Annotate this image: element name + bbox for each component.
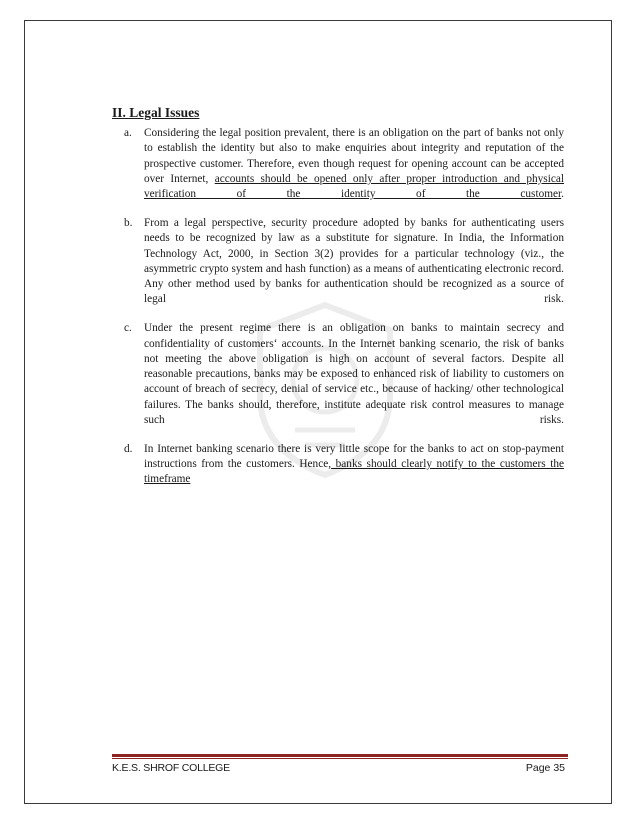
list-item-d xyxy=(124,442,564,488)
footer-rule xyxy=(112,754,568,757)
item-text: In Internet banking scenario there is very little scope for the banks to act on stop-payment instructions from the customers. Hence, xyxy=(144,442,564,471)
list-item-a xyxy=(124,126,564,202)
legal-issues-list xyxy=(124,126,564,501)
list-marker: b. xyxy=(124,216,133,229)
footer-college-name: K.E.S. SHROF COLLEGE xyxy=(112,762,230,774)
list-marker: c. xyxy=(124,322,132,335)
footer-page-number: Page 35 xyxy=(525,762,565,774)
item-text-end: . xyxy=(561,188,564,201)
item-text: Considering the legal position prevalent, there is an obligation on the part of banks not only to establish the identity but also to make enquiries about integrity and reputation of the prospective customer. Therefore, even though request for opening account can be accepted over Internet, xyxy=(144,127,564,185)
list-marker: d. xyxy=(124,442,133,455)
item-text: From a legal perspective, security procedure adopted by banks for authenticating users needs to be recognized by law as a substitute for signature. In India, the Information Technology Act, 2000, in Section 3(2) provides for a particular technology (viz., the asymmetric crypto system and hash function) as a means of authenticating electronic record. Any other method used by banks for authentication should be recognized as a source of legal risk. xyxy=(144,216,564,306)
footer-rule-thin xyxy=(112,758,568,759)
list-item-b xyxy=(124,216,564,308)
list-item-c xyxy=(124,321,564,428)
item-text: Under the present regime there is an obligation on banks to maintain secrecy and confidentiality of customers‘ accounts. In the Internet banking scenario, the risk of banks not meeting the above obligation is high on account of several factors. Despite all reasonable precautions, banks may be exposed to enhanced risk of liability to customers on account of breach of secrecy, denial of service etc., because of hacking/ other technological failures. The banks should, therefore, institute adequate risk control measures to manage such risks. xyxy=(144,322,564,427)
item-underlined-text: banks should clearly notify to the customers the timeframe xyxy=(144,458,564,486)
list-marker: a. xyxy=(124,127,132,139)
section-heading: II. Legal Issues xyxy=(112,105,200,120)
item-underlined-text: accounts should be opened only after proper introduction and physical verification of the identity of the customer xyxy=(144,172,565,201)
